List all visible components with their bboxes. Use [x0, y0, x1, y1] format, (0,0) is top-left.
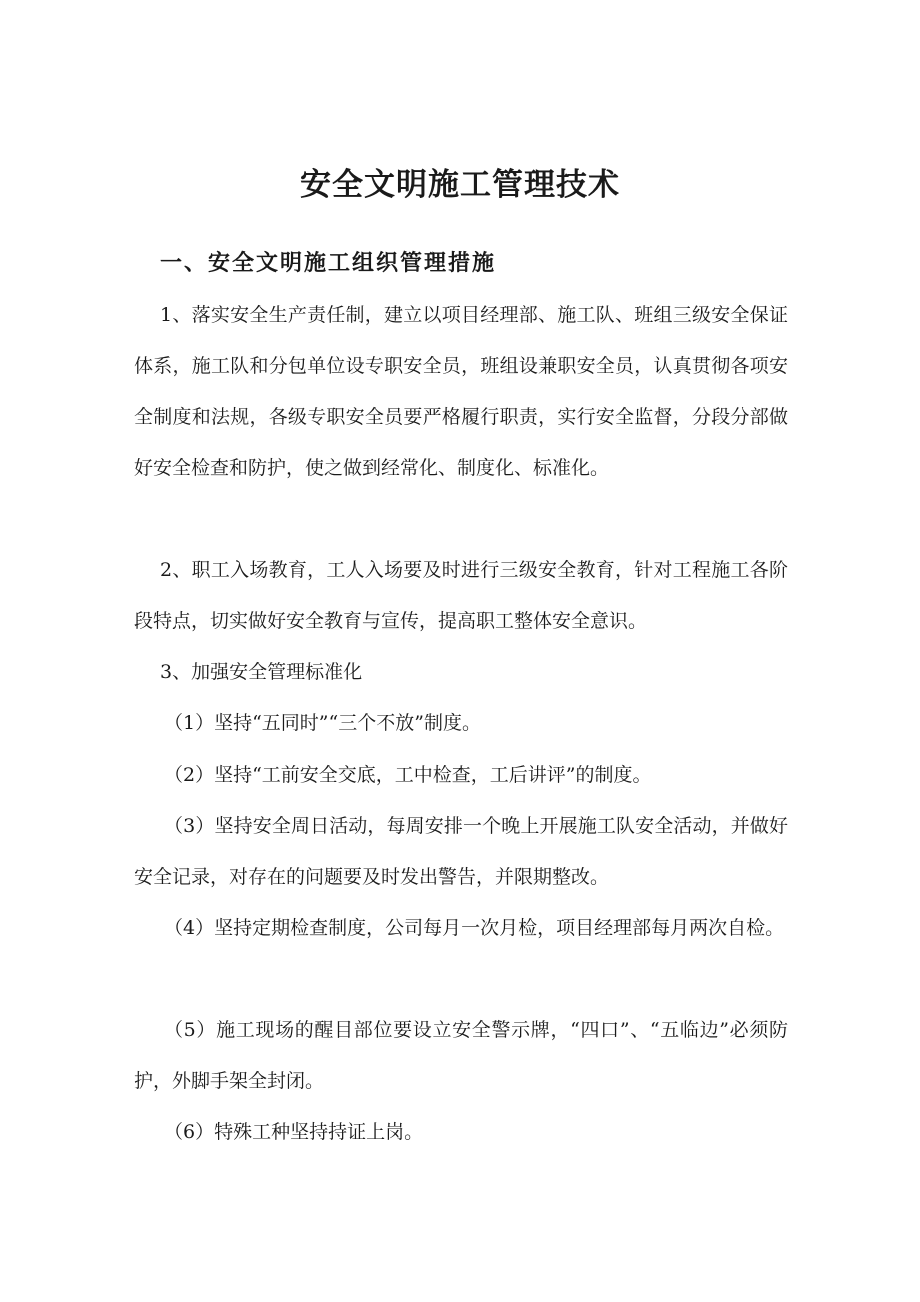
paragraph-3: 3、加强安全管理标准化: [160, 661, 363, 683]
list-item-6: （6）特殊工种坚持持证上岗。: [164, 1121, 424, 1143]
paragraph-1: 1、落实安全生产责任制，建立以项目经理部、施工队、班组三级安全保证体系，施工队和分包单位设专职安全员，班组设兼职安全员，认真贯彻各项安全制度和法规，各级专职安全员要严格履行职责，实行安全监督，分段分部做好安全检查和防护，使之做到经常化、制度化、标准化。: [134, 304, 788, 479]
list-item-3: （3）坚持安全周日活动，每周安排一个晚上开展施工队安全活动，并做好安全记录，对存在的问题要及时发出警告，并限期整改。: [134, 815, 788, 888]
list-item-1: （1）坚持“五同时”“三个不放”制度。: [164, 712, 481, 734]
document-title: 安全文明施工管理技术: [300, 167, 620, 203]
list-item-4: （4）坚持定期检查制度，公司每月一次月检，项目经理部每月两次自检。: [164, 917, 785, 939]
section-heading: 一、安全文明施工组织管理措施: [160, 251, 497, 276]
list-item-5: （5）施工现场的醒目部位要设立安全警示牌，“四口”、“五临边”必须防护，外脚手架全封闭。: [134, 1019, 788, 1092]
list-item-2: （2）坚持“工前安全交底，工中检查，工后讲评”的制度。: [164, 764, 652, 786]
paragraph-2: 2、职工入场教育，工人入场要及时进行三级安全教育，针对工程施工各阶段特点，切实做好安全教育与宣传，提高职工整体安全意识。: [134, 559, 788, 632]
